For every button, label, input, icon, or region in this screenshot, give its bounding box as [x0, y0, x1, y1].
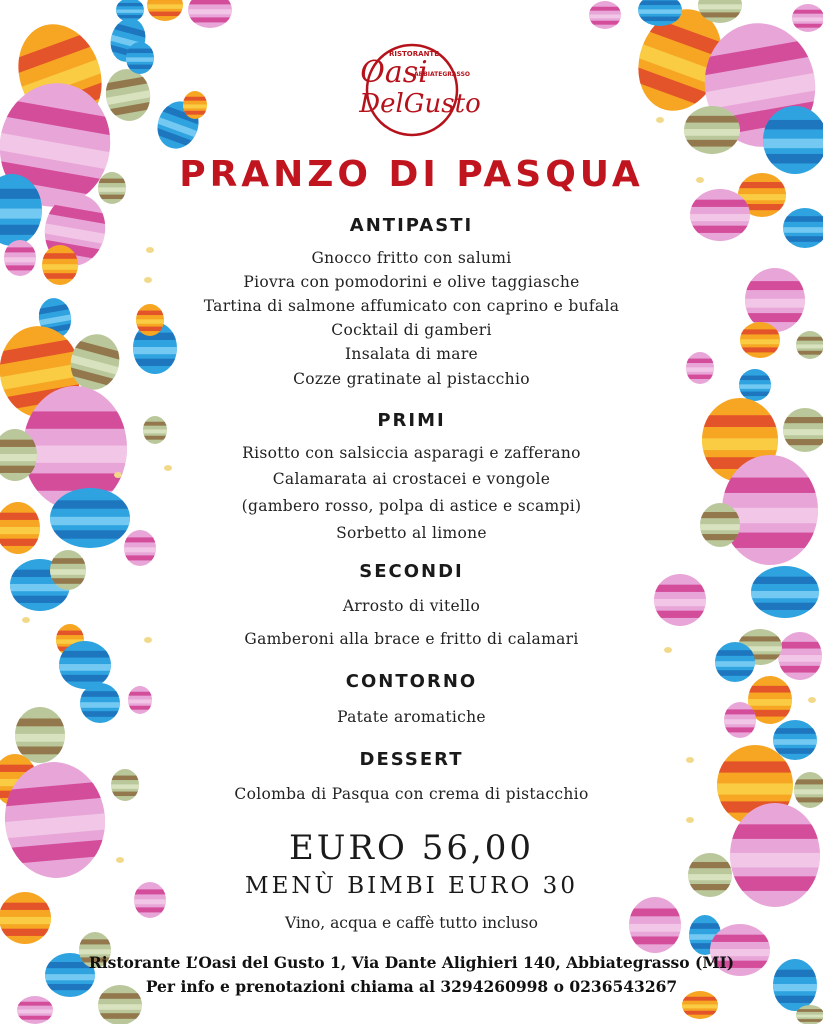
- menu-item: Insalata di mare: [344, 345, 479, 363]
- menu-item: Cocktail di gamberi: [331, 321, 492, 339]
- menu-item: Risotto con salsiccia asparagi e zafferano: [242, 444, 581, 462]
- confetti-dot: [686, 817, 694, 823]
- menu-item: Piovra con pomodorini e olive taggiasche: [243, 273, 580, 291]
- section-heading-contorno: CONTORNO: [345, 671, 478, 692]
- menu-item: Gnocco fritto con salumi: [311, 249, 512, 267]
- logo-name-line1: Oasi: [360, 55, 428, 90]
- restaurant-logo: [342, 40, 482, 140]
- confetti-dot: [22, 617, 30, 623]
- menu-item: Cozze gratinate al pistacchio: [293, 370, 530, 388]
- menu-item: Tartina di salmone affumicato con caprino e bufala: [203, 297, 620, 315]
- confetti-dot: [656, 117, 664, 123]
- menu-title: PRANZO DI PASQUA: [179, 154, 644, 195]
- menu-item: Patate aromatiche: [337, 708, 486, 726]
- easter-egg-icon: [126, 42, 154, 74]
- footer-address: Ristorante L’Oasi del Gusto 1, Via Dante Alighieri 140, Abbiategrasso (MI): [88, 953, 735, 972]
- easter-egg-icon: [17, 996, 53, 1024]
- logo-name-line2: DelGusto: [359, 89, 481, 119]
- menu-item: Sorbetto al limone: [336, 524, 487, 542]
- footer-contact: Per info e prenotazioni chiama al 3294260998 o 0236543267: [145, 977, 678, 996]
- easter-egg-icon: [116, 0, 144, 22]
- section-heading-primi: PRIMI: [377, 410, 446, 431]
- section-heading-antipasti: ANTIPASTI: [349, 215, 474, 236]
- section-heading-secondi: SECONDI: [359, 561, 464, 582]
- easter-egg-icon: [792, 4, 823, 32]
- easter-egg-icon: [188, 0, 232, 28]
- menu-price: EURO 56,00: [288, 828, 535, 868]
- easter-egg-icon: [183, 91, 207, 119]
- confetti-dot: [808, 697, 816, 703]
- easter-egg-icon: [589, 1, 621, 29]
- menu-item: Arrosto di vitello: [342, 597, 481, 615]
- logo-top-text: RISTORANTE: [389, 50, 439, 58]
- menu-item: Calamarata ai crostacei e vongole: [272, 470, 551, 488]
- logo-town: ABBIATEGRASSO: [413, 71, 471, 78]
- easter-egg-icon: [102, 66, 154, 125]
- section-heading-dessert: DESSERT: [359, 749, 464, 770]
- kids-menu-price: MENÙ BIMBI EURO 30: [245, 873, 578, 899]
- menu-item: Gamberoni alla brace e fritto di calamari: [244, 630, 579, 648]
- menu-item: (gambero rosso, polpa di astice e scampi): [241, 497, 582, 515]
- menu-item: Colomba di Pasqua con crema di pistacchio: [234, 785, 589, 803]
- easter-egg-icon: [684, 106, 740, 154]
- included-note: Vino, acqua e caffè tutto incluso: [285, 914, 538, 932]
- easter-egg-icon: [147, 0, 183, 21]
